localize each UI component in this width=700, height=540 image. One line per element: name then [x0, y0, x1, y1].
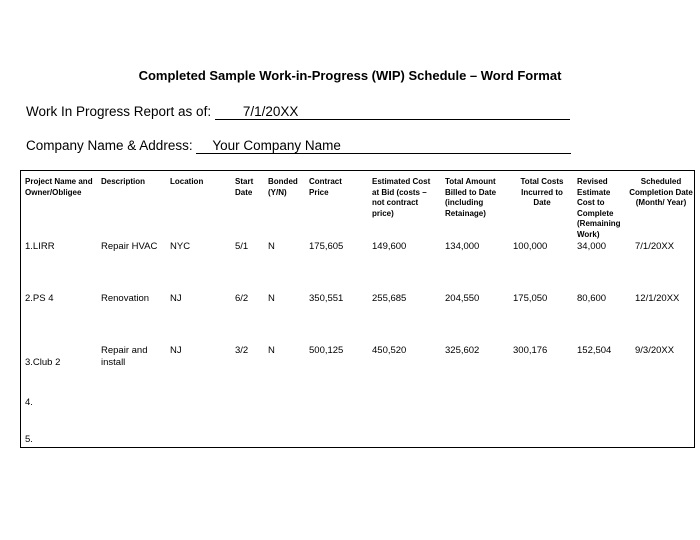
- row3-total-costs: 300,176: [513, 345, 548, 356]
- document-title: Completed Sample Work-in-Progress (WIP) Schedule – Word Format: [138, 68, 562, 83]
- row3-completion-date: 9/3/20XX: [635, 345, 675, 356]
- row3-description-line1: Repair and: [101, 345, 148, 356]
- row1-estimated-cost: 149,600: [372, 241, 407, 252]
- header-start-date: Start Date: [235, 177, 254, 197]
- company-label: Company Name & Address:: [26, 138, 193, 153]
- header-bonded: Bonded (Y/N): [268, 177, 298, 197]
- wip-table: [20, 170, 695, 448]
- row2-description: Renovation: [101, 293, 150, 304]
- header-description: Description: [101, 177, 146, 186]
- row2-project: 2.PS 4: [25, 293, 54, 304]
- header-completion-date: Scheduled Completion Date (Month/ Year): [629, 177, 693, 207]
- header-estimated-cost: Estimated Cost at Bid (costs – not contract price): [372, 177, 431, 218]
- header-total-billed: Total Amount Billed to Date (including Retainage): [445, 177, 497, 218]
- row1-total-costs: 100,000: [513, 241, 548, 252]
- row2-contract-price: 350,551: [309, 293, 344, 304]
- row2-start-date: 6/2: [235, 293, 249, 304]
- row2-estimated-cost: 255,685: [372, 293, 407, 304]
- row2-total-billed: 204,550: [445, 293, 480, 304]
- row3-bonded: N: [268, 345, 275, 356]
- row3-estimated-cost: 450,520: [372, 345, 407, 356]
- row5-project: 5.: [25, 434, 33, 445]
- row3-start-date: 3/2: [235, 345, 249, 356]
- row1-revised-estimate: 34,000: [577, 241, 607, 252]
- row1-bonded: N: [268, 241, 275, 252]
- row4-project: 4.: [25, 397, 33, 408]
- row1-location: NYC: [170, 241, 191, 252]
- row3-location: NJ: [170, 345, 182, 356]
- row2-revised-estimate: 80,600: [577, 293, 607, 304]
- row2-total-costs: 175,050: [513, 293, 548, 304]
- row1-start-date: 5/1: [235, 241, 249, 252]
- row1-contract-price: 175,605: [309, 241, 344, 252]
- row1-completion-date: 7/1/20XX: [635, 241, 675, 252]
- header-contract-price: Contract Price: [309, 177, 342, 197]
- report-date-value: 7/1/20XX: [215, 104, 570, 120]
- row3-contract-price: 500,125: [309, 345, 344, 356]
- header-project: Project Name and Owner/Obligee: [25, 177, 93, 197]
- row1-project: 1.LIRR: [25, 241, 55, 252]
- row3-description-line2: install: [101, 357, 126, 368]
- row3-project: 3.Club 2: [25, 357, 61, 368]
- company-line: [26, 138, 571, 154]
- row2-completion-date: 12/1/20XX: [635, 293, 680, 304]
- row3-revised-estimate: 152,504: [577, 345, 612, 356]
- row1-description: Repair HVAC: [101, 241, 158, 252]
- report-date-label: Work In Progress Report as of:: [26, 104, 212, 119]
- company-value: Your Company Name: [196, 138, 571, 154]
- report-date-line: [26, 104, 570, 120]
- header-revised-estimate: Revised Estimate Cost to Complete (Remaining Work): [577, 177, 621, 239]
- header-total-costs: Total Costs Incurred to Date: [520, 177, 564, 207]
- row2-bonded: N: [268, 293, 275, 304]
- header-location: Location: [170, 177, 204, 186]
- row1-total-billed: 134,000: [445, 241, 480, 252]
- row3-total-billed: 325,602: [445, 345, 480, 356]
- row2-location: NJ: [170, 293, 182, 304]
